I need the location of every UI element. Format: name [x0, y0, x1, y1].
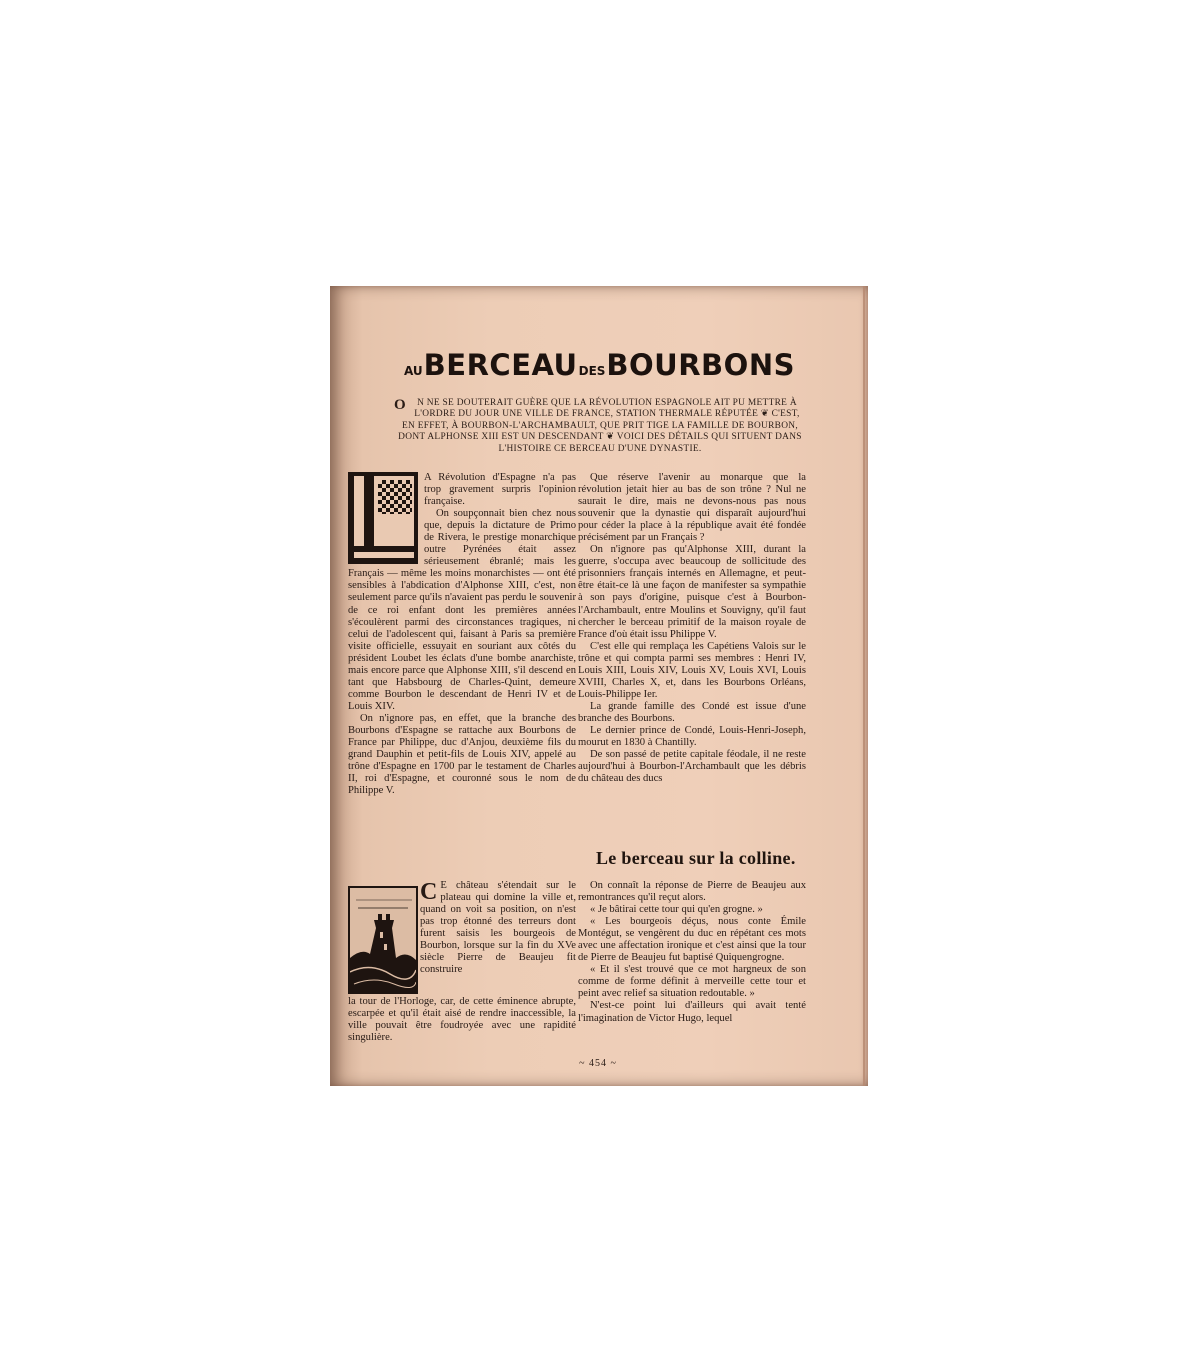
page-number: ~ 454 ~: [579, 1058, 617, 1069]
col2-paragraph: La grande famille des Condé est issue d'une branche des Bourbons.: [578, 700, 806, 724]
column-3-continued: [348, 996, 576, 1056]
col1-paragraph: A Révolution d'Espagne n'a pas trop gravement surpris l'opinion française.: [424, 472, 576, 508]
col4-paragraph: « Je bâtirai cette tour qui qu'en grogne. »: [590, 904, 763, 916]
col2-paragraph: De son passé de petite capitale féodale, il ne reste aujourd'hui à Bourbon-l'Archambault que les débris du château des ducs: [578, 749, 806, 785]
col2-paragraph: C'est elle qui remplaça les Capétiens Valois sur le trône et qui compta parmi ses membres : Henri IV, Louis XIII, Louis XIV, Louis XV, Louis XVI, Louis XVIII, Charles X, et, dans les Bourbons Orléans, Louis-Philippe Ier.: [578, 640, 806, 700]
col3-text: E château s'étendait sur le plateau qui domine la ville et, quand on voit sa position, on n'est pas trop étonné des terreurs dont furent saisis les bourgeois de Bourbon, lorsque sur la fin du XVe siècle Pierre de Beaujeu fit construire: [420, 880, 576, 976]
tower-illustration-icon: [350, 888, 416, 992]
intro-initial: O: [394, 397, 406, 413]
article-title: [334, 332, 864, 384]
col3-initial: C: [420, 879, 438, 905]
column-4: [578, 880, 806, 1050]
column-1: [348, 472, 576, 852]
col3-continuation: la tour de l'Horloge, car, de cette éminence abrupte, escarpée et qu'il était aisé de rendre inaccessible, la ville pouvait être foudroyée avec une rapidité singulière.: [348, 996, 576, 1044]
col2-paragraph: On n'ignore pas qu'Alphonse XIII, durant la guerre, s'occupa avec beaucoup de sollicitude des prisonniers français internés en Allemagne, et peut-être était-ce là une façon de manifester sa sympathie à son pays d'origine, puisque c'est à Bourbon-l'Archambault, entre Moulins et Souvigny, qu'il faut chercher le berceau primitif de la maison royale de France d'où était issu Philippe V.: [578, 544, 806, 640]
col4-paragraph: N'est-ce point lui d'ailleurs qui avait tenté l'imagination de Victor Hugo, lequel: [578, 1000, 806, 1024]
column-3: [420, 880, 576, 976]
col4-paragraph: « Les bourgeois déçus, nous conte Émile Montégut, se vengèrent du duc en répétant ces mots avec une affectation ironique et c'est ainsi que la tour de Pierre de Beaujeu fut baptisé Quiquengrogne.: [578, 916, 806, 964]
title-prefix: AU: [404, 364, 423, 378]
intro-text: N NE SE DOUTERAIT GUÈRE QUE LA RÉVOLUTION ESPAGNOLE AIT PU METTRE À L'ORDRE DU JOUR UNE VILLE DE FRANCE, STATION THERMALE RÉPUTÉE ❦ C'EST, EN EFFET, À BOURBON-L'ARCHAMBAULT, QUE PRIT TIGE LA FAMILLE DE BOURBON, DONT ALPHONSE XIII EST UN DESCENDANT ❦ VOICI DES DÉTAILS QUI SITUENT DANS L'HISTOIRE CE BERCEAU D'UNE DYNASTIE.: [398, 398, 802, 454]
tower-woodcut-image: [348, 886, 418, 994]
title-word-berceau: BERCEAU: [423, 348, 578, 382]
ornamental-initial-l: [348, 472, 418, 564]
title-mid: DES: [578, 364, 606, 378]
magazine-page: [330, 286, 868, 1086]
col4-paragraph: « Et il s'est trouvé que ce mot hargneux de son comme de forme définit à merveille cette tour et peint avec relief sa situation redoutable. »: [578, 964, 806, 1000]
col2-paragraph: Le dernier prince de Condé, Louis-Henri-Joseph, mourut en 1830 à Chantilly.: [578, 724, 806, 749]
col1-paragraph: On n'ignore pas, en effet, que la branche des Bourbons d'Espagne se rattache aux Bourbons de France par Philippe, duc d'Anjou, deuxième fils du grand Dauphin et petit-fils de Louis XIV, appelé au trône d'Espagne en 1700 par le testament de Charles II, roi d'Espagne, et couronné sous le nom de Philippe V.: [348, 712, 576, 797]
col3-paragraph: [420, 880, 576, 976]
title-word-bourbons: BOURBONS: [606, 348, 795, 382]
article-intro: [394, 398, 806, 460]
column-2: [578, 472, 806, 832]
section-heading: Le berceau sur la colline.: [596, 848, 796, 868]
col2-paragraph: Que réserve l'avenir au monarque que la révolution jetait hier au bas de son trône ? Nul ne saurait le dire, mais ne devons-nous pas nous souvenir que la dynastie qui disparaît aujourd'hui pour céder la place à la république avait été fondée précisément par un Français ?: [578, 472, 806, 544]
col4-paragraph: On connaît la réponse de Pierre de Beaujeu aux remontrances qu'il reçut alors.: [578, 880, 806, 904]
col1-paragraph: On soupçonnait bien chez nous que, depuis la dictature de Primo de Rivera, le prestige monarchique outre Pyrénées était assez sérieusement ébranlé; mais les Français — même les moins monarchistes — ont été sensibles à l'abdication d'Alphonse XIII, c'est, non seulement parce qu'ils n'avaient pas perdu le souvenir de ce roi enfant dont les premières années s'écoulèrent parmi des circonstances tragiques, ni celui de l'adolescent qui, faisant à Paris sa première visite officielle, essuyait en souriant aux côtés du président Loubet les éclats d'une bombe anarchiste, mais encore parce que Alphonse XIII, s'il descend en tant que Habsbourg de Charles-Quint, demeure comme Bourbon le descendant de Henri IV et de Louis XIV.: [348, 508, 576, 712]
